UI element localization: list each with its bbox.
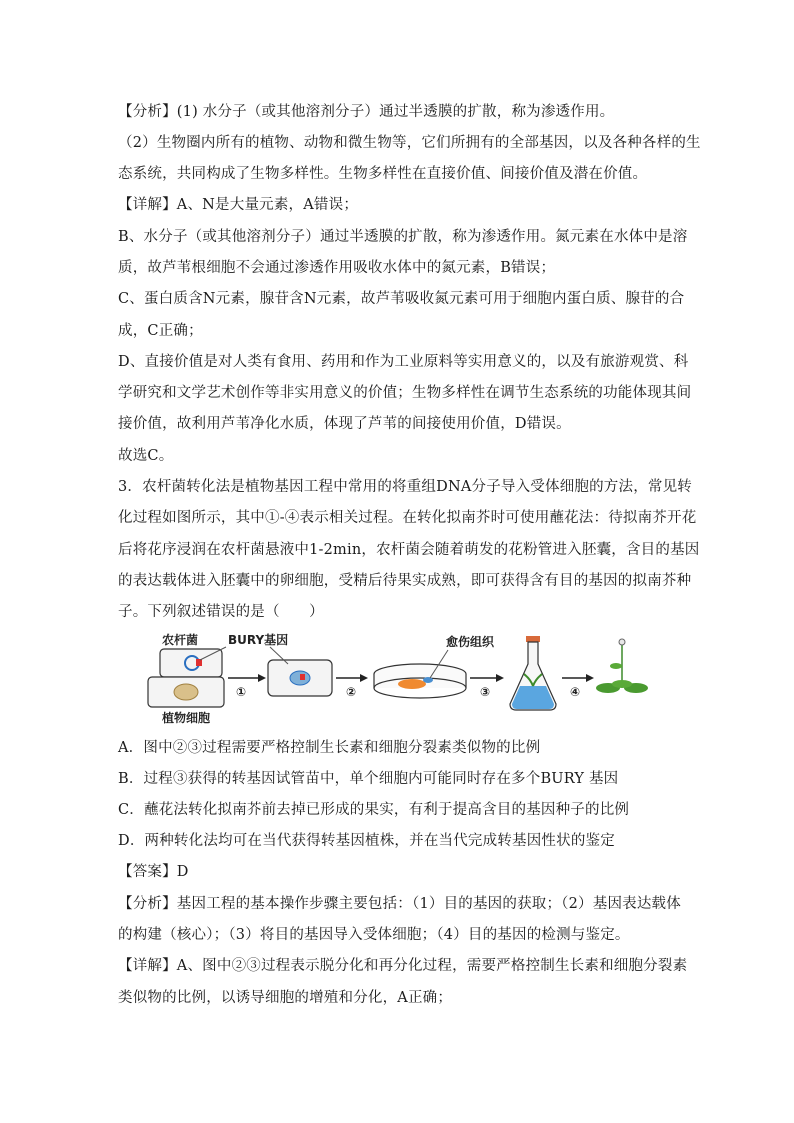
step-2-label: ② <box>346 685 357 699</box>
answer-line: 【答案】D <box>118 864 189 880</box>
nucleus-icon <box>174 684 198 700</box>
transformation-process-figure <box>140 630 660 725</box>
question-3-line-3: 后将花序浸润在农杆菌悬液中1-2min，农杆菌会随着萌发的花粉管进入胚囊，含目的基因 <box>118 542 700 558</box>
detail-line-d1: D、直接价值是对人类有食用、药用和作为工业原料等实用意义的，以及有旅游观赏、科 <box>118 354 689 370</box>
transformed-gene-icon <box>300 674 305 680</box>
choice-line: 故选C。 <box>118 448 174 464</box>
answer-detail-1: 【详解】A、图中②③过程表示脱分化和再分化过程，需要严格控制生长素和细胞分裂素 <box>118 958 688 974</box>
question-3-line-1: 3．农杆菌转化法是植物基因工程中常用的将重组DNA分子导入受体细胞的方法，常见转 <box>118 479 693 495</box>
detail-line-d2: 学研究和文学艺术创作等非实用意义的价值；生物多样性在调节生态系统的功能体现其间 <box>118 385 692 401</box>
answer-detail-2: 类似物的比例，以诱导细胞的增殖和分化，A正确； <box>118 990 453 1006</box>
flask-stopper <box>526 636 540 642</box>
step-3-label: ③ <box>480 685 491 699</box>
question-3-line-5: 子。下列叙述错误的是（ ） <box>118 604 324 620</box>
question-3-line-2: 化过程如图所示，其中①-④表示相关过程。在转化拟南芥时可使用蘸花法：待拟南芥开花 <box>118 510 697 526</box>
plant-flower-icon <box>619 639 625 645</box>
analysis-line-1: 【分析】(1) 水分子（或其他溶剂分子）通过半透膜的扩散，称为渗透作用。 <box>118 104 615 120</box>
callus-icon <box>398 679 426 689</box>
option-b: B．过程③获得的转基因试管苗中，单个细胞内可能同时存在多个BURY 基因 <box>118 771 619 787</box>
detail-line-d3: 接价值，故利用芦苇净化水质，体现了芦苇的间接使用价值，D错误。 <box>118 416 571 432</box>
option-a: A．图中②③过程需要严格控制生长素和细胞分裂素类似物的比例 <box>118 740 541 756</box>
plant-leaf-upper <box>610 663 622 669</box>
step-4-label: ④ <box>570 685 581 699</box>
callus-label: 愈伤组织 <box>446 635 495 649</box>
option-c: C．蘸花法转化拟南芥前去掉已形成的果实，有利于提高含目的基因种子的比例 <box>118 802 630 818</box>
detail-line-b1: B、水分子（或其他溶剂分子）通过半透膜的扩散，称为渗透作用。氮元素在水体中是溶 <box>118 229 688 245</box>
arrow-3-head <box>496 674 504 682</box>
detail-line-a: 【详解】A、N是大量元素，A错误； <box>118 197 359 213</box>
callus-blue-icon <box>423 677 433 683</box>
answer-analysis-1: 【分析】基因工程的基本操作步骤主要包括：（1）目的基因的获取；（2）基因表达载体 <box>118 896 681 912</box>
arrow-1-head <box>258 674 266 682</box>
analysis-line-2: （2）生物圈内所有的植物、动物和微生物等，它们所拥有的全部基因，以及各种各样的生 <box>118 135 701 151</box>
plant-cell-label: 植物细胞 <box>162 711 211 725</box>
detail-line-c2: 成，C正确； <box>118 323 203 339</box>
detail-line-b2: 质，故芦苇根细胞不会通过渗透作用吸收水体中的氮元素，B错误； <box>118 260 556 276</box>
answer-analysis-2: 的构建（核心）；（3）将目的基因导入受体细胞；（4）目的基因的检测与鉴定。 <box>118 927 630 943</box>
plant-leaf-center <box>612 680 632 688</box>
step-1-label: ① <box>236 685 247 699</box>
gene-insert-icon <box>196 659 202 666</box>
detail-line-c1: C、蛋白质含N元素，腺苷含N元素，故芦苇吸收氮元素可用于细胞内蛋白质、腺苷的合 <box>118 291 685 307</box>
arrow-4-head <box>586 674 594 682</box>
agrobacterium-label: 农杆菌 <box>162 633 199 647</box>
arrow-2-head <box>360 674 368 682</box>
question-3-line-4: 的表达载体进入胚囊中的卵细胞，受精后待果实成熟，即可获得含有目的基因的拟南芥种 <box>118 573 692 589</box>
option-d: D．两种转化法均可在当代获得转基因植株，并在当代完成转基因性状的鉴定 <box>118 833 615 849</box>
gene-label: BURY基因 <box>228 633 289 647</box>
analysis-line-3: 态系统，共同构成了生物多样性。生物多样性在直接价值、间接价值及潜在价值。 <box>118 166 648 182</box>
